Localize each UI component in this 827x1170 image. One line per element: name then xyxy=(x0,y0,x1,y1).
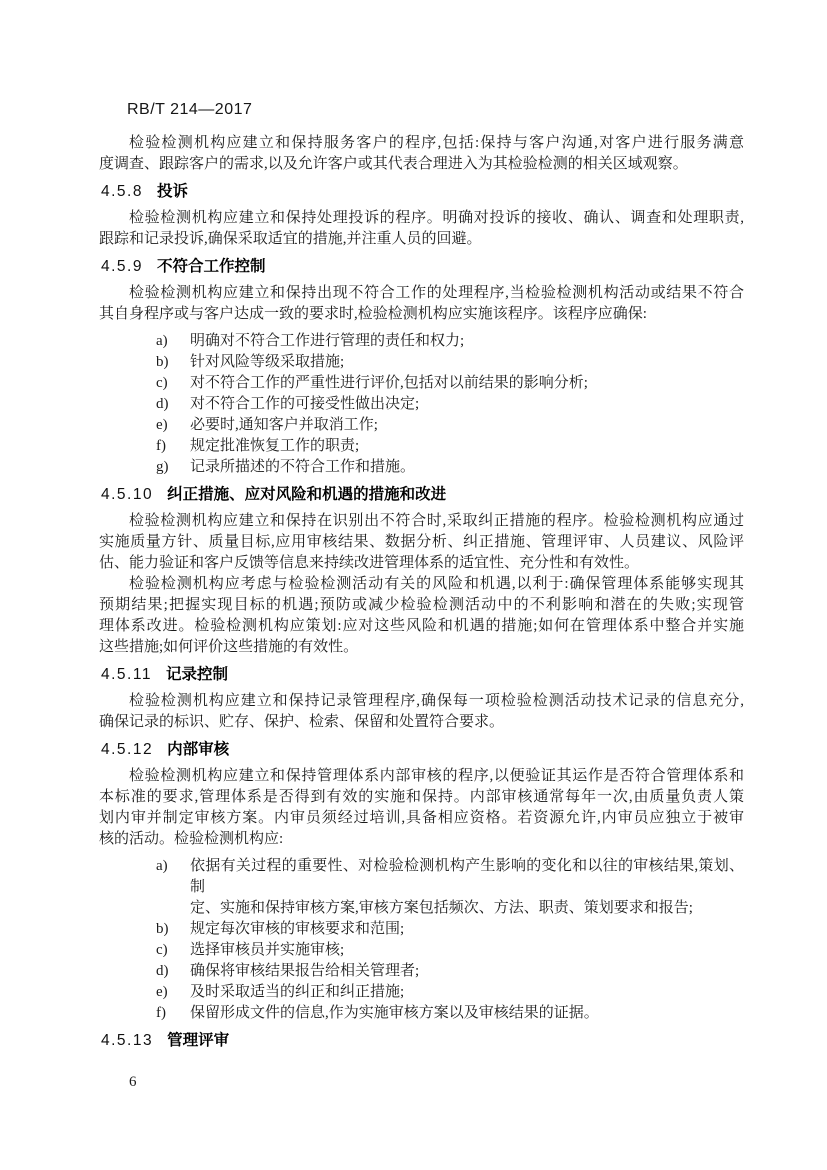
text-line: 本标准的要求,管理体系是否得到有效的实施和保持。内部审核通常每年一次,由质量负责人策 xyxy=(99,789,744,805)
paragraph xyxy=(99,208,744,250)
text-line: 检验检测机构应建立和保持记录管理程序,确保每一项检验检测活动技术记录的信息充分, xyxy=(129,693,744,709)
list-item-marker: b) xyxy=(156,354,169,370)
text-line: 选择审核员并实施审核; xyxy=(190,942,345,958)
section-heading-4-5-9 xyxy=(101,256,744,277)
list-item-marker: a) xyxy=(156,333,168,349)
text-line: 规定批准恢复工作的职责; xyxy=(190,438,360,454)
text-line: 跟踪和记录投诉,确保采取适宜的措施,并注重人员的回避。 xyxy=(99,231,482,247)
list-item-marker: f) xyxy=(156,1005,166,1021)
list-item-marker: f) xyxy=(156,438,166,454)
clause-list xyxy=(99,331,744,478)
text-line: 依据有关过程的重要性、对检验检测机构产生影响的变化和以往的审核结果,策划、制 xyxy=(190,858,744,895)
text-line: 其自身程序或与客户达成一致的要求时,检验检测机构应实施该程序。该程序应确保: xyxy=(99,306,647,322)
text-line: 检验检测机构应考虑与检验检测活动有关的风险和机遇,以利于:确保管理体系能够实现其 xyxy=(129,576,744,592)
list-item-marker: e) xyxy=(156,417,168,433)
text-line: 这些措施;如何评价这些措施的有效性。 xyxy=(99,639,359,655)
text-line: 必要时,通知客户并取消工作; xyxy=(190,417,378,433)
text-line: 划内审并制定审核方案。内审员须经过培训,具备相应资格。若资源允许,内审员应独立于被审 xyxy=(99,810,744,826)
list-item-marker: d) xyxy=(156,963,169,979)
section-title: 管理评审 xyxy=(167,1032,230,1049)
list-item-marker: c) xyxy=(156,375,168,391)
paragraph xyxy=(99,766,744,850)
text-line: 规定每次审核的审核要求和范围; xyxy=(190,921,405,937)
text-line: 实施质量方针、质量目标,应用审核结果、数据分析、纠正措施、管理评审、人员建议、风险评 xyxy=(99,534,744,550)
list-item xyxy=(99,394,744,415)
section-heading-4-5-11 xyxy=(101,664,744,685)
paragraph xyxy=(99,691,744,733)
list-item xyxy=(99,1003,744,1024)
list-item-marker: b) xyxy=(156,921,169,937)
text-line: 明确对不符合工作进行管理的责任和权力; xyxy=(190,333,465,349)
section-title: 纠正措施、应对风险和机遇的措施和改进 xyxy=(167,486,447,503)
list-item xyxy=(99,373,744,394)
section-number: 4.5.8 xyxy=(101,183,143,200)
section-heading-4-5-8 xyxy=(101,181,744,202)
standard-number-header: RB/T 214—2017 xyxy=(127,101,253,118)
section-title: 投诉 xyxy=(156,183,188,200)
section-title: 不符合工作控制 xyxy=(156,258,266,275)
paragraph xyxy=(99,511,744,574)
list-item-marker: c) xyxy=(156,942,168,958)
text-line: 针对风险等级采取措施; xyxy=(190,354,345,370)
section-number: 4.5.13 xyxy=(101,1032,154,1049)
text-line: 确保将审核结果报告给相关管理者; xyxy=(190,963,420,979)
list-item-marker: g) xyxy=(156,459,169,475)
text-line: 记录所描述的不符合工作和措施。 xyxy=(190,459,416,475)
list-item xyxy=(99,457,744,478)
paragraph xyxy=(99,283,744,325)
section-number: 4.5.10 xyxy=(101,486,154,503)
clause-list xyxy=(99,856,744,1024)
text-line: 检验检测机构应建立和保持出现不符合工作的处理程序,当检验检测机构活动或结果不符合 xyxy=(129,285,744,301)
text-line: 检验检测机构应建立和保持在识别出不符合时,采取纠正措施的程序。检验检测机构应通过 xyxy=(129,513,744,529)
list-item xyxy=(99,961,744,982)
list-item xyxy=(99,436,744,457)
section-number: 4.5.11 xyxy=(101,666,152,683)
text-line: 检验检测机构应建立和保持处理投诉的程序。明确对投诉的接收、确认、调查和处理职责, xyxy=(129,210,744,226)
text-line: 预期结果;把握实现目标的机遇;预防或减少检验检测活动中的不利影响和潜在的失败;实现管 xyxy=(99,597,744,613)
list-item xyxy=(99,940,744,961)
text-line: 对不符合工作的严重性进行评价,包括对以前结果的影响分析; xyxy=(190,375,588,391)
text-line: 估、能力验证和客户反馈等信息来持续改进管理体系的适宜性、充分性和有效性。 xyxy=(99,555,640,571)
list-item-marker: e) xyxy=(156,984,168,1000)
text-line: 保留形成文件的信息,作为实施审核方案以及审核结果的证据。 xyxy=(190,1005,599,1021)
document-body xyxy=(99,133,744,1057)
text-line: 确保记录的标识、贮存、保护、检索、保留和处置符合要求。 xyxy=(99,714,505,730)
section-heading-4-5-10 xyxy=(101,484,744,505)
section-number: 4.5.12 xyxy=(101,741,154,758)
list-item xyxy=(99,856,744,919)
list-item-marker: a) xyxy=(156,858,168,874)
text-line: 核的活动。检验检测机构应: xyxy=(99,831,284,847)
list-item xyxy=(99,919,744,940)
paragraph xyxy=(99,574,744,658)
list-item xyxy=(99,352,744,373)
section-heading-4-5-13 xyxy=(101,1030,744,1051)
list-item xyxy=(99,982,744,1003)
text-line: 检验检测机构应建立和保持服务客户的程序,包括:保持与客户沟通,对客户进行服务满意 xyxy=(129,135,744,151)
section-heading-4-5-12 xyxy=(101,739,744,760)
list-item-marker: d) xyxy=(156,396,169,412)
section-title: 记录控制 xyxy=(165,666,228,683)
text-line: 定、实施和保持审核方案,审核方案包括频次、方法、职责、策划要求和报告; xyxy=(190,900,693,916)
text-line: 检验检测机构应建立和保持管理体系内部审核的程序,以便验证其运作是否符合管理体系和 xyxy=(129,768,744,784)
text-line: 度调查、跟踪客户的需求,以及允许客户或其代表合理进入为其检验检测的相关区域观察。 xyxy=(99,156,688,172)
list-item xyxy=(99,331,744,352)
paragraph xyxy=(99,133,744,175)
list-item xyxy=(99,415,744,436)
text-line: 及时采取适当的纠正和纠正措施; xyxy=(190,984,405,1000)
text-line: 理体系改进。检验检测机构应策划:应对这些风险和机遇的措施;如何在管理体系中整合并实施 xyxy=(99,618,744,634)
section-number: 4.5.9 xyxy=(101,258,143,275)
section-title: 内部审核 xyxy=(167,741,230,758)
text-line: 对不符合工作的可接受性做出决定; xyxy=(190,396,420,412)
page-number: 6 xyxy=(129,1074,137,1090)
